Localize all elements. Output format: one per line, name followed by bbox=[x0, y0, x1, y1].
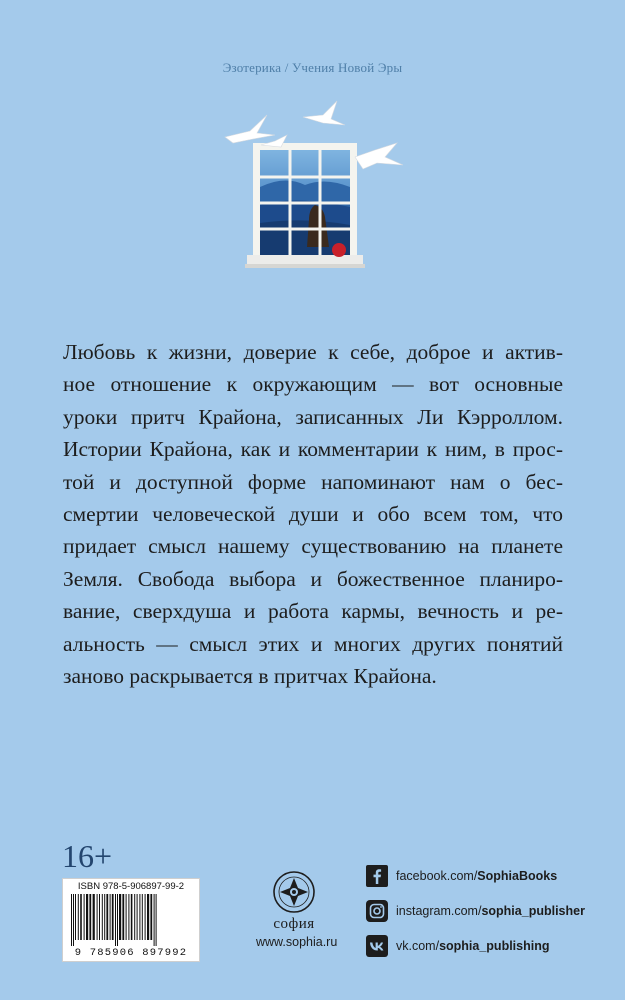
description-line: заново раскрывается в притчах Крайона. bbox=[63, 664, 437, 689]
barcode-bar bbox=[134, 894, 135, 940]
barcode-bar bbox=[97, 894, 98, 940]
book-description bbox=[63, 336, 563, 692]
barcode-bar bbox=[106, 894, 108, 940]
publisher-logo-icon bbox=[272, 870, 316, 914]
barcode-bar bbox=[150, 894, 152, 940]
description-line: ное отношение к окружающим — вот основные bbox=[63, 372, 563, 397]
publisher-url[interactable]: www.sophia.ru bbox=[256, 935, 338, 949]
barcode-bar bbox=[99, 894, 100, 940]
barcode-bar bbox=[71, 894, 72, 946]
barcode-bar bbox=[73, 894, 74, 946]
barcode-bar bbox=[86, 894, 88, 940]
barcode-bar bbox=[117, 894, 118, 946]
barcode-bar bbox=[131, 894, 133, 940]
barcode-bar bbox=[156, 894, 157, 946]
barcode-bar bbox=[126, 894, 127, 940]
description-line: придает смысл нашему существованию на планете bbox=[63, 534, 563, 559]
barcode-bar bbox=[154, 894, 155, 946]
publisher-block bbox=[256, 870, 338, 949]
barcode-bar bbox=[75, 894, 76, 940]
barcode-bar bbox=[102, 894, 103, 940]
publisher-name: софия bbox=[273, 916, 315, 932]
barcode-bar bbox=[145, 894, 146, 940]
barcode-bar bbox=[122, 894, 124, 940]
category-label: Эзотерика / Учения Новой Эры bbox=[222, 60, 403, 75]
description-line: уроки притч Крайона, записанных Ли Кэрроллом. bbox=[63, 404, 563, 429]
barcode-bars bbox=[71, 894, 191, 946]
barcode-bar bbox=[93, 894, 95, 940]
barcode-bar bbox=[78, 894, 79, 940]
social-link-facebook[interactable] bbox=[366, 865, 585, 887]
barcode-bar bbox=[110, 894, 111, 940]
isbn-label: ISBN 978-5-906897-99-2 bbox=[77, 881, 185, 892]
social-link-instagram[interactable] bbox=[366, 900, 585, 922]
barcode-bar bbox=[147, 894, 149, 940]
barcode-bar bbox=[84, 894, 85, 940]
barcode-bar bbox=[80, 894, 82, 940]
window-illustration bbox=[205, 95, 420, 280]
barcode-bar bbox=[139, 894, 140, 940]
barcode-bar bbox=[119, 894, 121, 940]
barcode-bar bbox=[128, 894, 129, 940]
social-link-vk[interactable] bbox=[366, 935, 585, 957]
social-link-text: instagram.com/sophia_publisher bbox=[396, 904, 585, 918]
instagram-icon bbox=[366, 900, 388, 922]
social-link-text: facebook.com/SophiaBooks bbox=[396, 869, 558, 883]
description-line: Земля. Свобода выбора и божественное планиро- bbox=[63, 566, 563, 591]
description-line: Истории Крайона, как и комментарии к ним, в прос- bbox=[63, 437, 563, 462]
isbn-barcode bbox=[62, 878, 200, 962]
barcode-bar bbox=[137, 894, 138, 940]
barcode-bar bbox=[104, 894, 105, 940]
vk-icon bbox=[366, 935, 388, 957]
description-line: той и доступной форме напоминают нам о бес- bbox=[63, 469, 563, 494]
barcode-bar bbox=[115, 894, 116, 946]
age-rating: 16+ bbox=[62, 838, 113, 874]
barcode-bar bbox=[112, 894, 114, 940]
description-line: смертии человеческой души и обо всем том, что bbox=[63, 502, 563, 527]
social-link-text: vk.com/sophia_publishing bbox=[396, 939, 550, 953]
facebook-icon bbox=[366, 865, 388, 887]
description-line: альность — смысл этих и многих других понятий bbox=[63, 631, 563, 656]
barcode-digits: 9 785906 897992 bbox=[74, 947, 188, 959]
description-line: вание, сверхдуша и работа кармы, вечность и ре- bbox=[63, 599, 563, 624]
social-links bbox=[366, 865, 585, 970]
barcode-bar bbox=[89, 894, 91, 940]
barcode-bar bbox=[142, 894, 143, 940]
description-line: Любовь к жизни, доверие к себе, доброе и актив- bbox=[63, 340, 563, 364]
